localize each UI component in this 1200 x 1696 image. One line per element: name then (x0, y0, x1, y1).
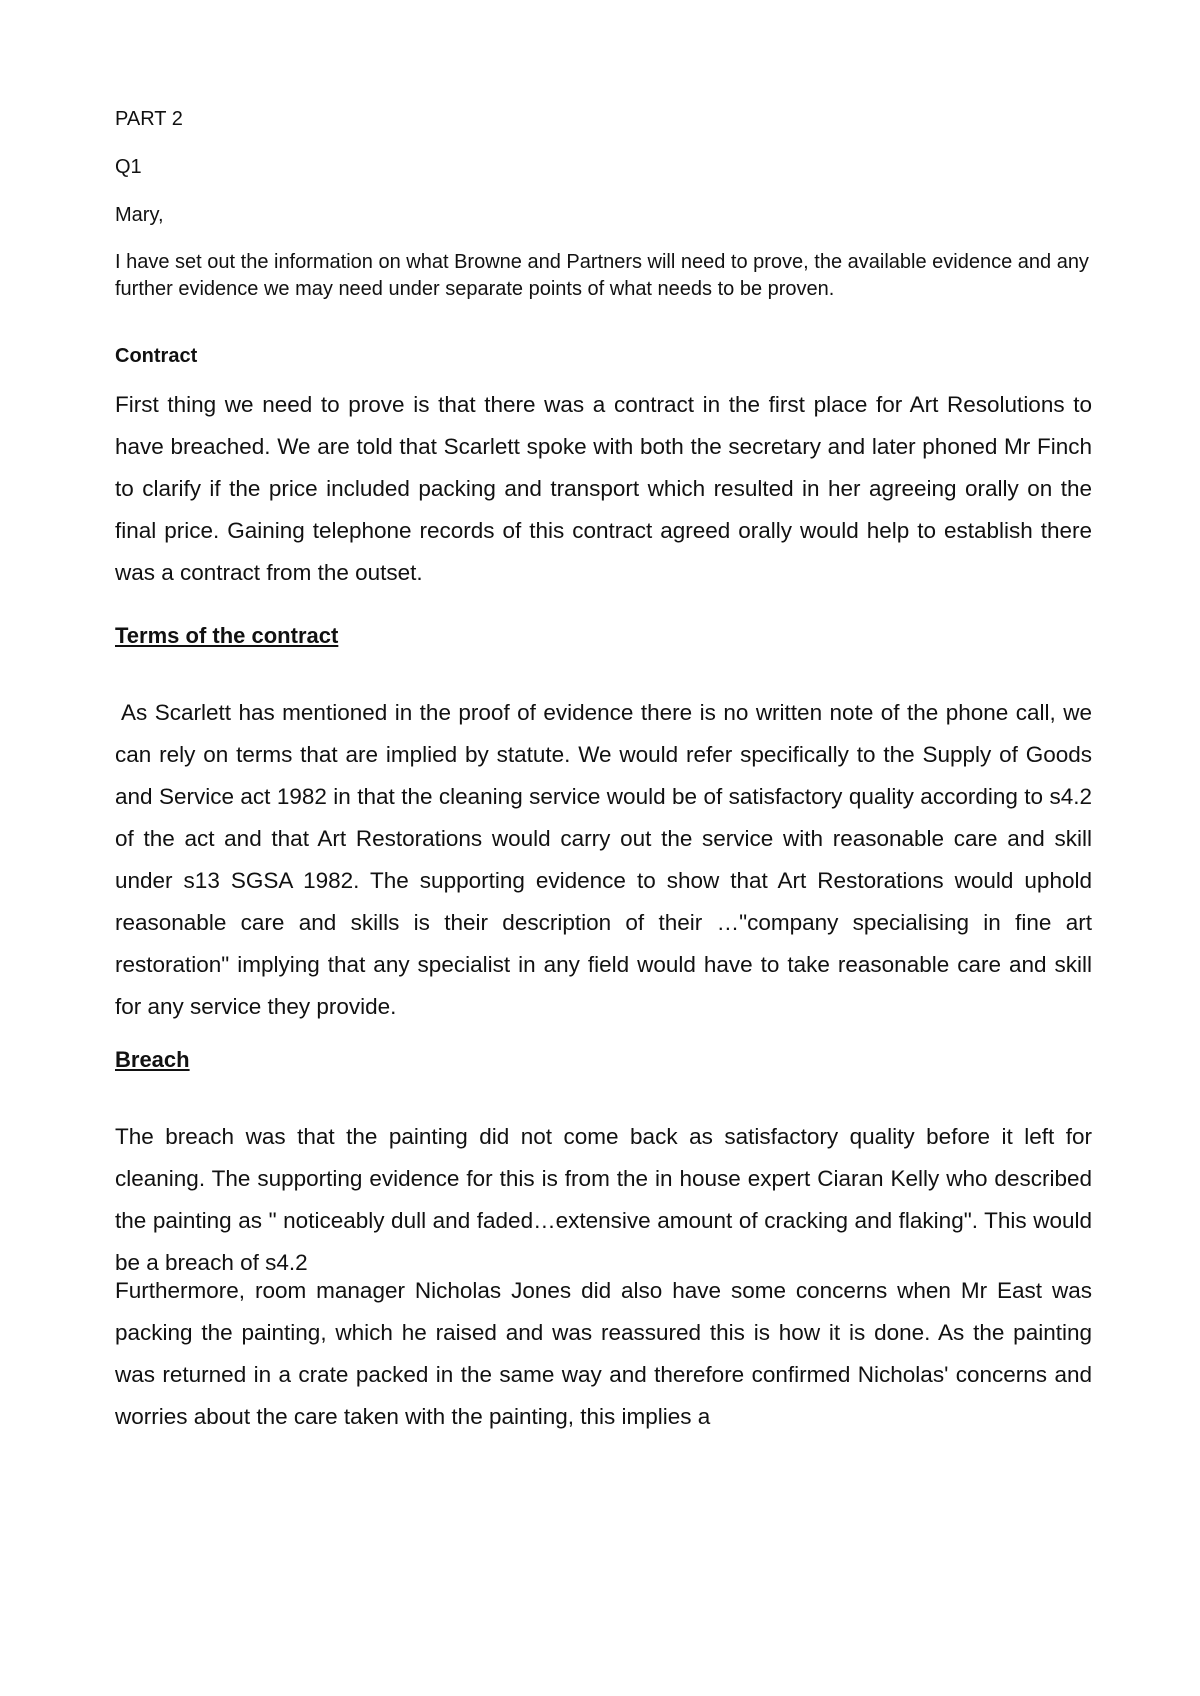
salutation: Mary, (115, 204, 164, 226)
intro-paragraph: I have set out the information on what Browne and Partners will need to prove, the available evidence and any further evidence we may need under separate points of what needs to be proven. (115, 251, 1089, 300)
section-body-contract: First thing we need to prove is that there was a contract in the first place for Art Resolutions to have breached. We are told that Scarlett spoke with both the secretary and later phoned Mr Finch to clarify if the price included packing and transport which resulted in her agreeing orally on the final price. Gaining telephone records of this contract agreed orally would help to establish there was a contract from the outset. (115, 392, 1092, 585)
section-body-breach-continued: Furthermore, room manager Nicholas Jones did also have some concerns when Mr East was packing the painting, which he raised and was reassured this is how it is done. As the painting was returned in a crate packed in the same way and therefore confirmed Nicholas' concerns and worries about the care taken with the painting, this implies a (115, 1278, 1092, 1429)
part-label: PART 2 (115, 108, 183, 130)
section-body-terms: As Scarlett has mentioned in the proof of evidence there is no written note of the phone call, we can rely on terms that are implied by statute. We would refer specifically to the Supply of Goods and Service act 1982 in that the cleaning service would be of satisfactory quality according to s4.2 of the act and that Art Restorations would carry out the service with reasonable care and skill under s13 SGSA 1982. The supporting evidence to show that Art Restorations would uphold reasonable care and skills is their description of their …"company specialising in fine art restoration" implying that any specialist in any field would have to take reasonable care and skill for any service they provide. (115, 700, 1092, 1019)
section-heading-contract: Contract (115, 345, 198, 367)
section-heading-terms: Terms of the contract (115, 623, 339, 648)
section-heading-breach: Breach (115, 1047, 190, 1072)
question-label: Q1 (115, 156, 142, 178)
section-body-breach: The breach was that the painting did not come back as satisfactory quality before it left for cleaning. The supporting evidence for this is from the in house expert Ciaran Kelly who described the painting as " noticeably dull and faded…extensive amount of cracking and flaking". This would be a breach of s4.2 (115, 1124, 1092, 1275)
